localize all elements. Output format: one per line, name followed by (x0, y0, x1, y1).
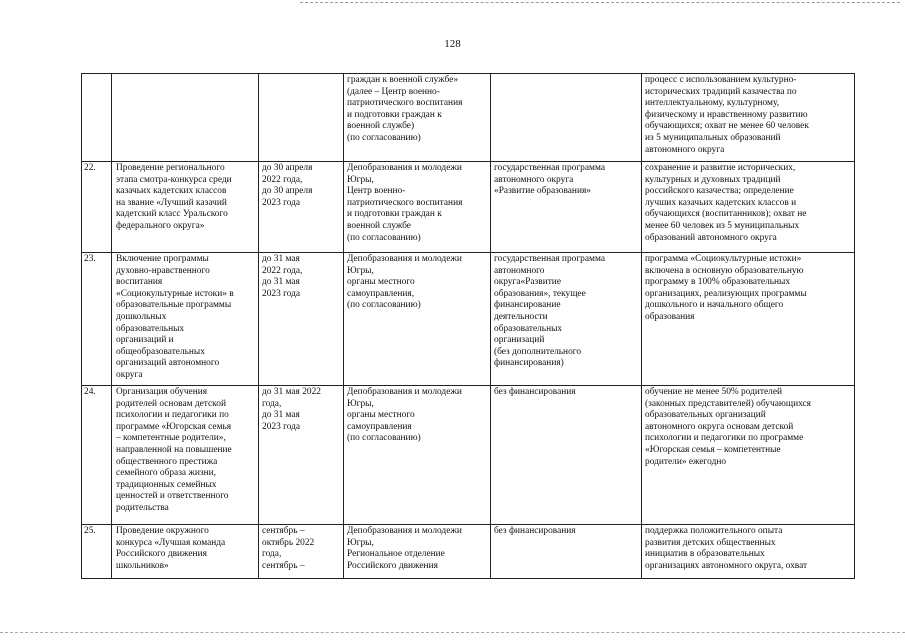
funding-source: государственная программа автономного округа«Развитие образования», текущее финансирование деятельности образовательных организаций (без дополнительного финансирования) (491, 253, 642, 386)
expected-result: поддержка положительного опыта развития детских общественных инициатив в образовательных организациях автономного округа, охват (642, 525, 855, 579)
row-number: 24. (82, 386, 112, 525)
table-row (82, 386, 855, 525)
measure-name: Организация обучения родителей основам детской психологии и педагогики по программе «Югорская семья – компетентные родители», направленной на повышение общественного престижа семейного образа жизни, традиционных семейных ценностей и ответственного родительства (112, 386, 259, 525)
funding-source (491, 74, 642, 162)
measure-name (112, 74, 259, 162)
scan-bottom-edge (0, 632, 905, 633)
deadline: сентябрь – октябрь 2022 года, сентябрь – (259, 525, 344, 579)
executor: Депобразования и молодежи Югры, Региональное отделение Российского движения (344, 525, 491, 579)
page-number: 128 (444, 38, 461, 50)
expected-result: процесс с использованием культурно- исторических традиций казачества по интеллектуальному, культурному, физическому и нравственному развитию обучающихся; охват не менее 60 человек из 5 муниципальных образований автономного округа (642, 74, 855, 162)
executor: Депобразования и молодежи Югры, органы местного самоуправления (по согласованию) (344, 386, 491, 525)
row-number (82, 74, 112, 162)
expected-result: программа «Социокультурные истоки» включена в основную образовательную программу в 100% образовательных организациях, реализующих программы дошкольного и начального общего образования (642, 253, 855, 386)
measures-table (81, 73, 855, 579)
deadline: до 31 мая 2022 года, до 31 мая 2023 года (259, 253, 344, 386)
funding-source: без финансирования (491, 386, 642, 525)
table-row (82, 525, 855, 579)
scan-top-edge (300, 2, 900, 3)
funding-source: государственная программа автономного округа «Развитие образования» (491, 162, 642, 253)
table-row (82, 74, 855, 162)
row-number: 25. (82, 525, 112, 579)
expected-result: сохранение и развитие исторических, культурных и духовных традиций российского казачества; определение лучших казачьих кадетских классов и обучающихся (воспитанников); охват не менее 60 человек из 5 муниципальных образований автономного округа (642, 162, 855, 253)
deadline: до 31 мая 2022 года, до 31 мая 2023 года (259, 386, 344, 525)
row-number: 22. (82, 162, 112, 253)
executor: граждан к военной службе» (далее – Центр военно- патриотического воспитания и подготовки граждан к военной службе) (по согласованию) (344, 74, 491, 162)
deadline (259, 74, 344, 162)
table-row (82, 253, 855, 386)
measure-name: Проведение окружного конкурса «Лучшая команда Российского движения школьников» (112, 525, 259, 579)
funding-source: без финансирования (491, 525, 642, 579)
row-number: 23. (82, 253, 112, 386)
deadline: до 30 апреля 2022 года, до 30 апреля 2023 года (259, 162, 344, 253)
expected-result: обучение не менее 50% родителей (законных представителей) обучающихся образовательных организаций автономного округа основам детской психологии и педагогики по программе «Югорская семья – компетентные родители» ежегодно (642, 386, 855, 525)
executor: Депобразования и молодежи Югры, органы местного самоуправления, (по согласованию) (344, 253, 491, 386)
measure-name: Проведение регионального этапа смотра-конкурса среди казачьих кадетских классов на звание «Лучший казачий кадетский класс Уральского федерального округа» (112, 162, 259, 253)
executor: Депобразования и молодежи Югры, Центр военно- патриотического воспитания и подготовки граждан к военной службе (по согласованию) (344, 162, 491, 253)
measure-name: Включение программы духовно-нравственного воспитания «Социокультурные истоки» в образовательные программы дошкольных образовательных организаций и общеобразовательных организаций автономного округа (112, 253, 259, 386)
table-row (82, 162, 855, 253)
